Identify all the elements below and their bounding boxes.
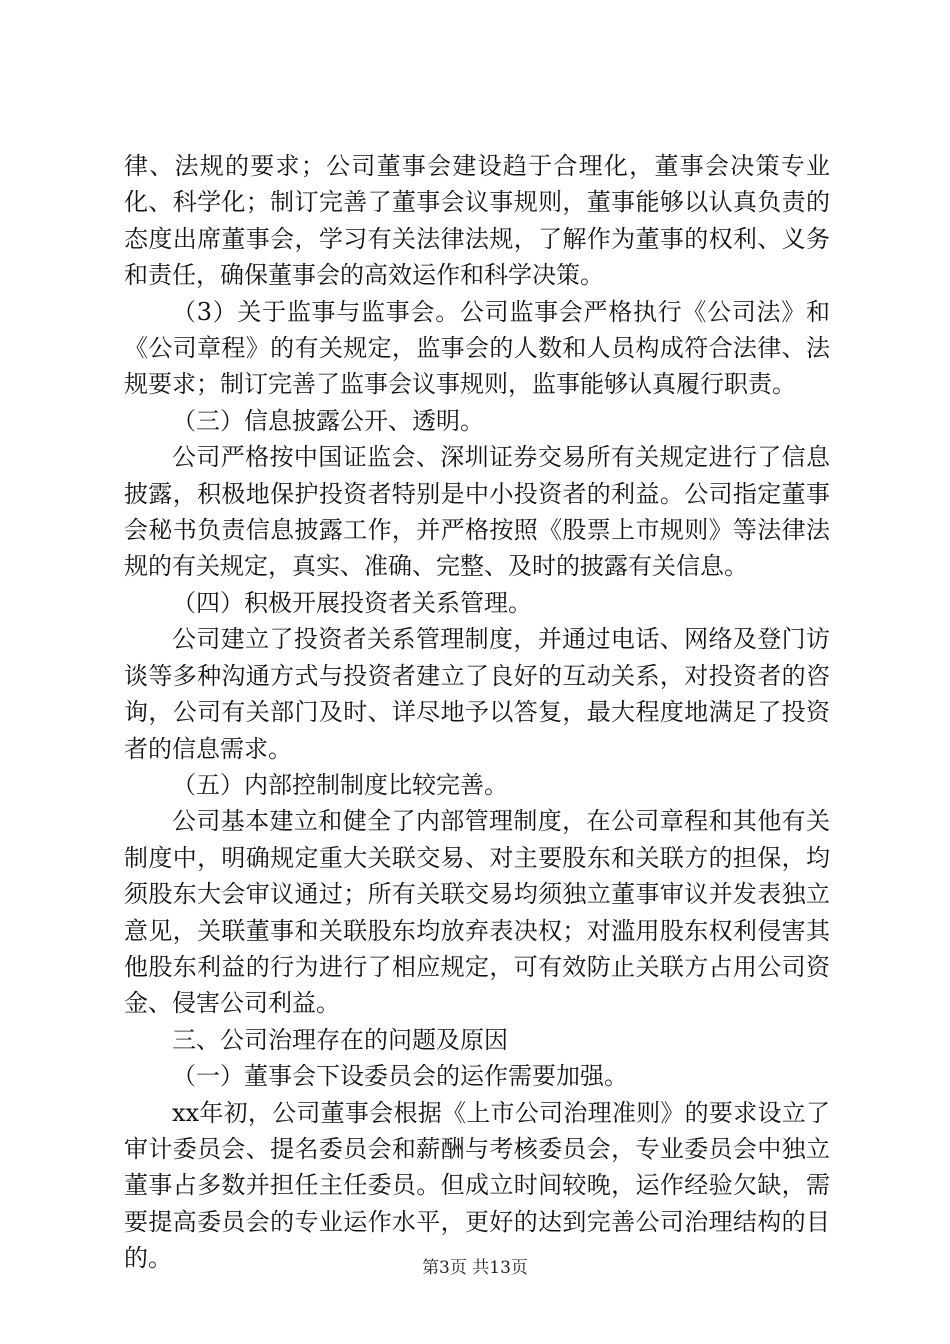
paragraph-board-committees: xx年初，公司董事会根据《上市公司治理准则》的要求设立了审计委员会、提名委员会和薪酬与考核委员会，专业委员会中独立董事占多数并担任主任委员。但成立时间较晚，运作经验欠缺，需要提高委员会的专业运作水平，更好的达到完善公司治理结构的目的。: [124, 1098, 830, 1273]
paragraph-investor-relations: 公司建立了投资者关系管理制度，并通过电话、网络及登门访谈等多种沟通方式与投资者建立了良好的互动关系，对投资者的咨询，公司有关部门及时、详尽地予以答复，最大程度地满足了投资者的信息需求。: [124, 625, 830, 763]
document-body: [124, 148, 830, 1277]
page-footer: 第3页 共13页: [422, 1258, 528, 1278]
paragraph-continuation: 律、法规的要求；公司董事会建设趋于合理化，董事会决策专业化、科学化；制订完善了董事会议事规则，董事能够以认真负责的态度出席董事会，学习有关法律法规，了解作为董事的权利、义务和责任，确保董事会的高效运作和科学决策。: [124, 152, 830, 290]
paragraph-disclosure: 公司严格按中国证监会、深圳证券交易所有关规定进行了信息披露，积极地保护投资者特别是中小投资者的利益。公司指定董事会秘书负责信息披露工作，并严格按照《股票上市规则》等法律法规的有关规定，真实、准确、完整、及时的披露有关信息。: [124, 443, 830, 581]
section-heading-problems: 三、公司治理存在的问题及原因: [172, 1025, 508, 1054]
heading-board-committees: （一）董事会下设委员会的运作需要加强。: [172, 1062, 628, 1091]
heading-disclosure: （三）信息披露公开、透明。: [172, 406, 484, 435]
heading-internal-control: （五）内部控制制度比较完善。: [172, 770, 508, 799]
heading-investor-relations: （四）积极开展投资者关系管理。: [172, 588, 532, 617]
paragraph-internal-control: 公司基本建立和健全了内部管理制度，在公司章程和其他有关制度中，明确规定重大关联交易、对主要股东和关联方的担保，均须股东大会审议通过；所有关联交易均须独立董事审议并发表独立意见，关联董事和关联股东均放弃表决权；对滥用股东权利侵害其他股东利益的行为进行了相应规定，可有效防止关联方占用公司资金、侵害公司利益。: [124, 807, 830, 1018]
paragraph-supervisors: （3）关于监事与监事会。公司监事会严格执行《公司法》和《公司章程》的有关规定，监事会的人数和人员构成符合法律、法规要求；制订完善了监事会议事规则，监事能够认真履行职责。: [124, 297, 830, 399]
